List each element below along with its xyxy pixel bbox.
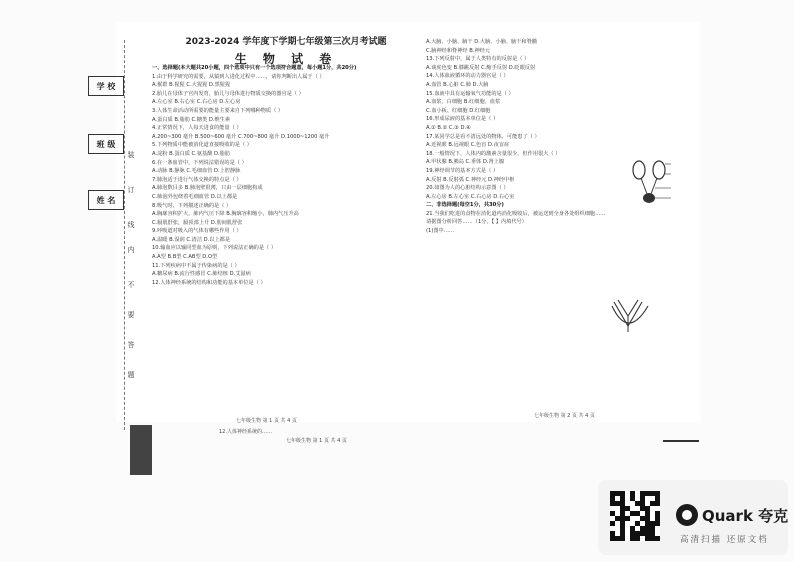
question-line: A.反射 B.反射弧 C.神经元 D.神经中枢 [426, 176, 515, 183]
exam-title: 2023-2024 学年度下学期七年级第三次月考试题 [185, 37, 387, 47]
question-line: 11.下列疾病中不属于传染病的是（ ） [152, 262, 240, 269]
question-line: 10.输血应以输同型血为原则，下列说法正确的是（ ） [152, 245, 277, 252]
question-line: A.大脑、小脑、脑干 D.大脑、小脑、脑干和脊髓 [426, 39, 537, 45]
question-line: C.膈肌舒张，膈顶部上升 D.肋间肌舒张 [152, 219, 243, 226]
binding-word: 内 [127, 246, 135, 254]
class-box: 班 级 [88, 134, 124, 154]
left-question-column [152, 64, 432, 287]
binding-word: 订 [127, 186, 135, 194]
question-line: C.肺泡外包绕着毛细血管 D.以上都是 [152, 193, 238, 200]
quark-brand: Quark 夸克 [702, 507, 789, 525]
qr-code-icon [610, 491, 660, 541]
question-line: A.近视眼 B.远视眼 C.色盲 D.夜盲症 [426, 142, 510, 149]
page-footer-left: 七年级生物 第 1 页 共 4 页 [236, 418, 297, 424]
right-question-column [426, 38, 698, 236]
question-line: 12.人体神经系统的结构和功能的基本单位是（ ） [152, 279, 266, 286]
question-line: A.胸廓容积扩大，肺内气压下降 B.胸廓容积缩小，肺内气压升高 [152, 211, 299, 218]
question-line: A.左心房 B.左心室 C.右心房 D.右心室 [426, 193, 515, 200]
section-heading: 一、选择题(本大题共20小题，四个选项中只有一个选项符合题意，每小题1分，共20分) [152, 65, 357, 71]
question-line: A.谈虎色变 B.膝跳反射 C.缩手反射 D.眨眼反射 [426, 64, 536, 71]
question-line: C.血小板、红细胞 D.红细胞 [426, 107, 491, 114]
question-line: A.糖尿病 B.流行性感冒 C.肺结核 D.艾滋病 [152, 271, 251, 278]
question-line: A.动脉 B.静脉 C.毛细血管 D.上腔静脉 [152, 168, 241, 175]
binding-line [124, 40, 125, 430]
question-line: 7.肺泡适于进行气体交换的特点是（ ） [152, 176, 242, 183]
question-line: A.左心室 B.右心室 C.右心房 D.左心房 [152, 99, 241, 106]
question-line: 6.在一条血管中，下列说法错误的是（ ） [152, 159, 247, 166]
question-line: 21.当我们吃进的食物在消化道内消化吸收后，被运送到全身各处组织细胞…… [426, 210, 606, 217]
question-line: 1.由于科学研究的需要，从猿到人进化过程中……，请你判断出人属于（ ） [152, 73, 325, 80]
scan-artifact [663, 440, 699, 442]
exam-subject: 生 物 试 卷 [234, 52, 338, 66]
question-line: A.200~300 毫升 B.500~600 毫升 C.700~800 毫升 D.1000~1200 毫升 [152, 133, 330, 140]
question-line: 4.正常情况下，人每天进食的能量（ ） [152, 125, 242, 132]
binding-word: 题 [127, 371, 135, 379]
question-line: 17.某同学总是看不清远处的物体，可能患了（ ） [426, 133, 540, 140]
question-line: 20.如图为人的心脏结构示意图（ ） [426, 185, 509, 192]
bleed-through-text: 12.人体神经系统的…… [219, 429, 272, 435]
quark-logo-icon [676, 504, 698, 526]
question-line: 18.一般情况下，人体内的激素含量很少，但作用很大（ ） [426, 150, 561, 157]
heart-diagram [608, 296, 652, 336]
binding-word: 线 [127, 221, 135, 229]
question-line: 2.胎儿在母体子宫内发育，胎儿与母体进行物质交换的器官是（ ） [152, 90, 304, 97]
question-line: A.① B.② C.③ D.④ [426, 124, 471, 131]
page-footer-right: 七年级生物 第 2 页 共 4 页 [534, 413, 595, 419]
question-line: (1)图中…… [426, 228, 455, 235]
question-line: 9.呼吸道对吸入的气体有哪些作用（ ） [152, 228, 242, 235]
question-line: A.猴群 B.猩猩 C.大猩猩 D.黑猩猩 [152, 82, 231, 89]
name-box: 姓 名 [88, 190, 124, 210]
question-line: A.甲状腺 B.胰岛 C.垂体 D.肾上腺 [426, 159, 505, 166]
question-line: C.脑神经和脊神经 B.神经元 [426, 47, 491, 54]
question-line: A.A型 B.B型 C.AB型 D.O型 [152, 254, 218, 261]
question-line: 请据图分析回答……（1分，【 】内填代号） [426, 219, 527, 226]
question-line: 5.下列物质中能被消化道直接吸收的是（ ） [152, 142, 252, 149]
question-line: A.肺泡数目多 B.肺泡壁很薄，只由一层细胞构成 [152, 185, 263, 192]
question-line: A.血管 B.心脏 C.肺 D.大脑 [426, 81, 489, 88]
question-line: A.淀粉 B.蛋白质 C.氨基酸 D.脂肪 [152, 150, 231, 157]
section-heading: 二、非选择题(每空1分，共30分) [426, 202, 504, 209]
question-line: A.温暖 B.湿润 C.清洁 D.以上都是 [152, 236, 231, 243]
question-line: 16.形成尿液的基本单位是（ ） [426, 116, 499, 123]
page-footer-left-secondary: 七年级生物 第 1 页 共 4 页 [286, 438, 347, 444]
question-line: 8.吸气时，下列描述正确的是（ ） [152, 202, 232, 209]
kidney-diagram [625, 158, 673, 206]
question-line: 14.人体血液循环的动力器官是（ ） [426, 73, 509, 80]
binding-word: 装 [127, 151, 135, 159]
question-line: 13.下列反射中，属于人类特有的反射是（ ） [426, 56, 530, 63]
question-line: A.血浆、白细胞 B.红细胞、血浆 [426, 99, 501, 106]
question-line: 3.人体生命活动所需要的能量主要来自下列哪种物质（ ） [152, 107, 284, 114]
question-line: A.蛋白质 B.脂肪 C.糖类 D.维生素 [152, 116, 231, 123]
binding-word: 要 [127, 311, 135, 319]
question-line: 19.神经调节的基本方式是（ ） [426, 167, 499, 174]
binding-word: 不 [127, 281, 135, 289]
binding-word: 答 [127, 341, 135, 349]
school-box: 学 校 [88, 76, 124, 96]
binding-strip [84, 40, 135, 430]
question-line: 15.血液中具有运输氧气功能的是（ ） [426, 90, 514, 97]
quark-tagline: 高清扫描 还原文档 [680, 535, 769, 545]
scan-artifact [130, 425, 152, 475]
